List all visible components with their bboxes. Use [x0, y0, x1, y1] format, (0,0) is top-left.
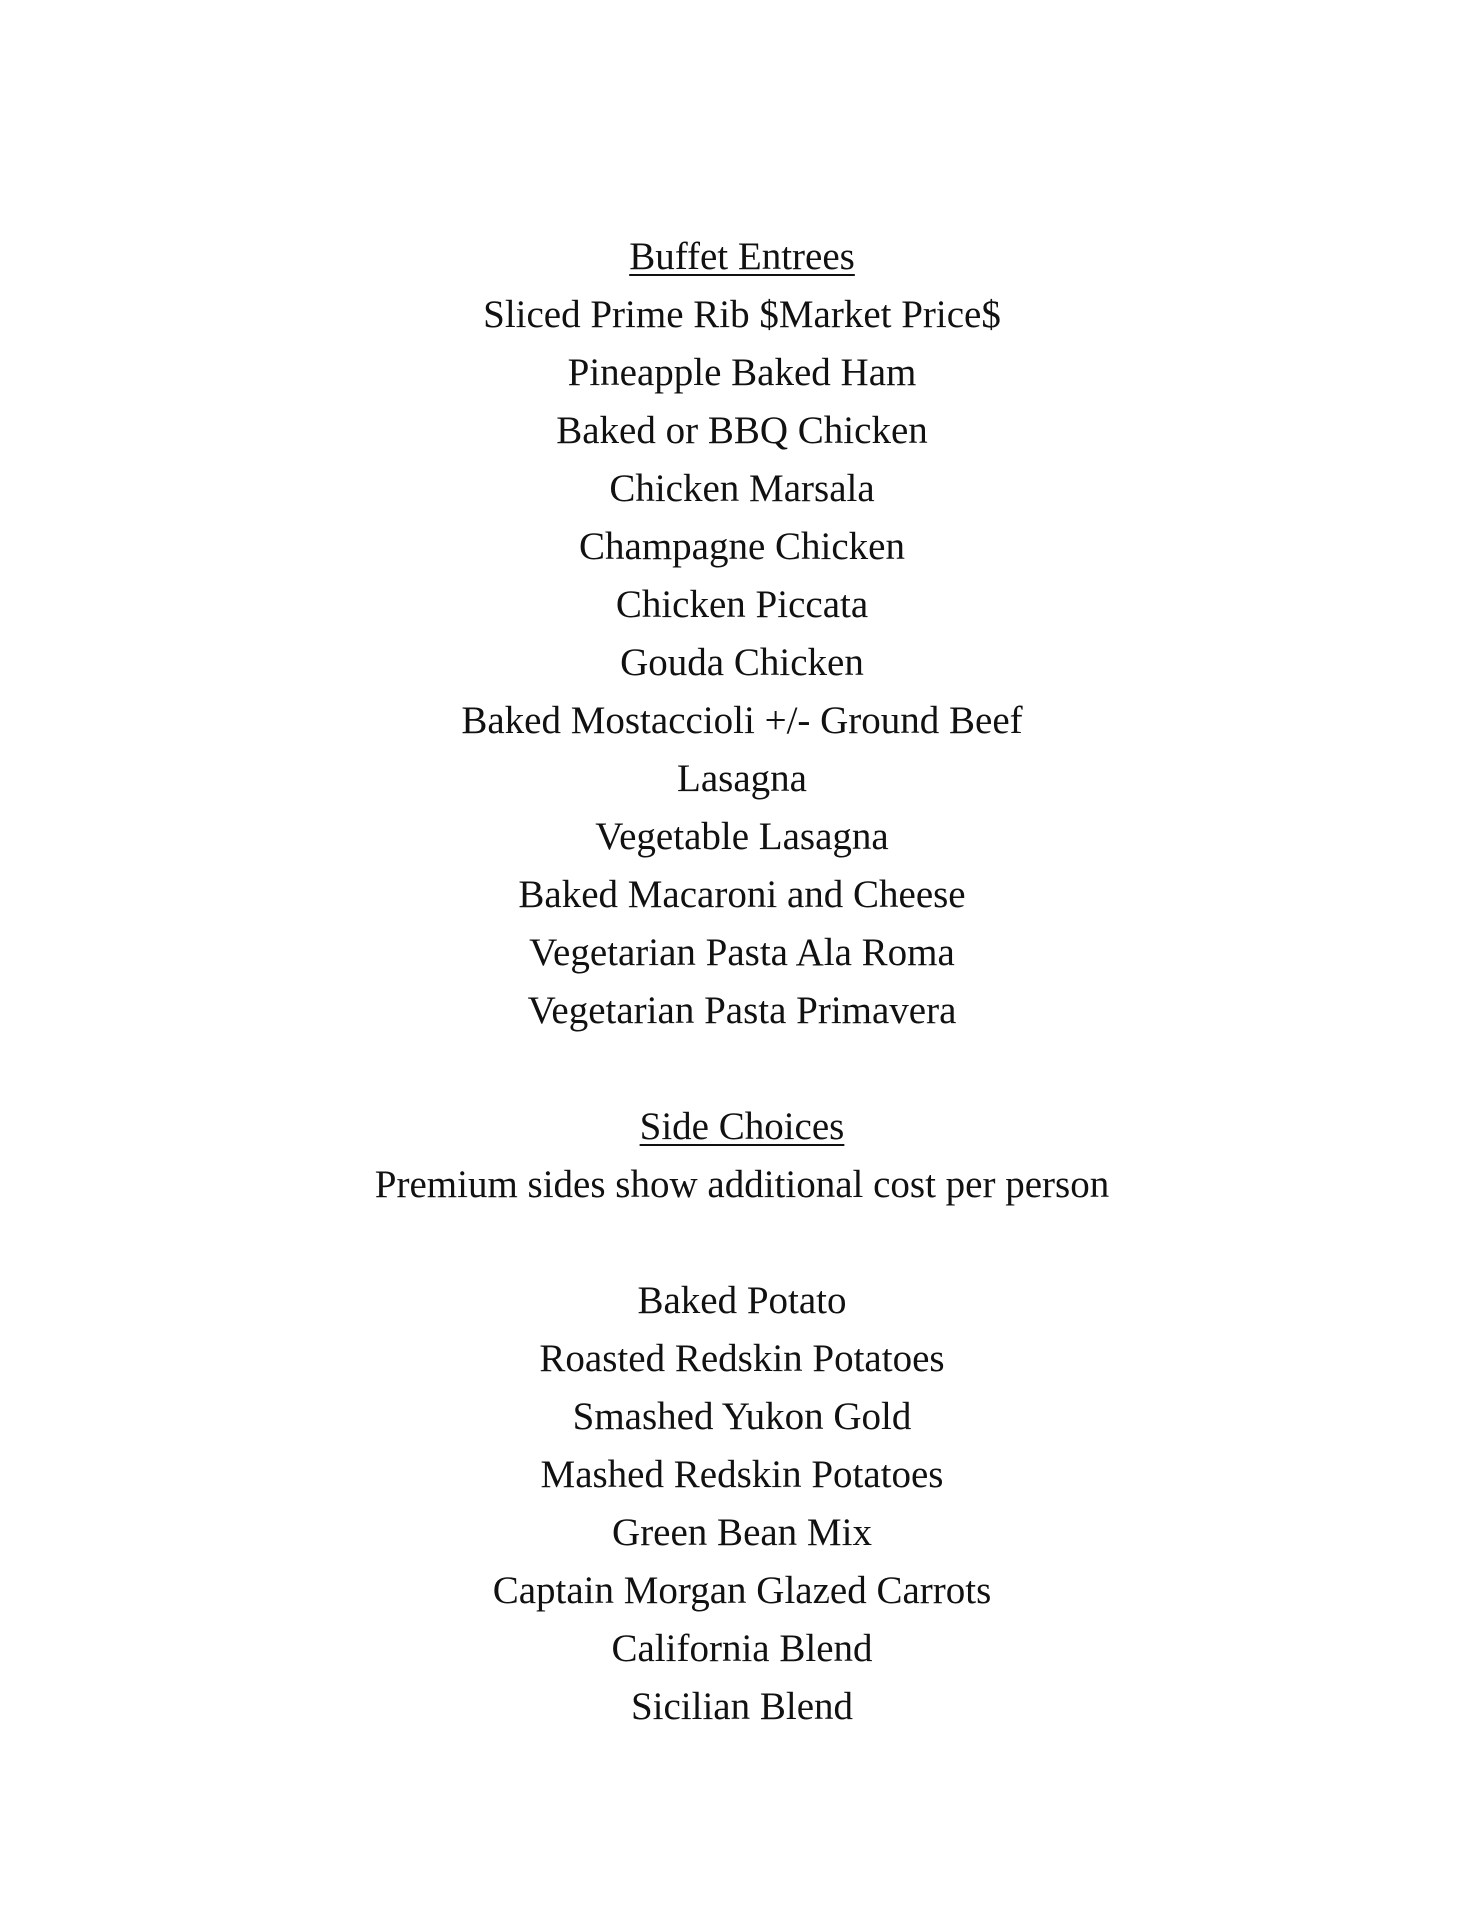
side-item: Captain Morgan Glazed Carrots	[492, 1569, 992, 1612]
entree-item: Chicken Marsala	[609, 467, 875, 510]
entree-item: Lasagna	[677, 757, 807, 800]
side-item: Green Bean Mix	[612, 1511, 872, 1554]
entree-item: Pineapple Baked Ham	[567, 351, 917, 394]
side-item: Baked Potato	[637, 1279, 847, 1322]
entree-item: Vegetarian Pasta Ala Roma	[529, 931, 955, 974]
entree-item: Baked Mostaccioli +/- Ground Beef	[461, 699, 1023, 742]
entree-item: Vegetable Lasagna	[595, 815, 889, 858]
side-item: Mashed Redskin Potatoes	[540, 1453, 944, 1496]
section-spacer	[0, 1040, 1484, 1098]
buffet-entrees-heading: Buffet Entrees	[629, 235, 855, 278]
side-item: California Blend	[611, 1627, 873, 1670]
side-item: Roasted Redskin Potatoes	[539, 1337, 945, 1380]
entree-item: Champagne Chicken	[579, 525, 905, 568]
entree-item: Sliced Prime Rib $Market Price$	[483, 293, 1001, 336]
entree-item: Vegetarian Pasta Primavera	[527, 989, 957, 1032]
side-choices-heading: Side Choices	[639, 1105, 845, 1148]
entree-item: Baked Macaroni and Cheese	[518, 873, 966, 916]
menu-content	[0, 228, 1484, 1736]
side-choices-note: Premium sides show additional cost per person	[374, 1163, 1110, 1206]
side-item: Sicilian Blend	[630, 1685, 854, 1728]
entree-item: Baked or BBQ Chicken	[556, 409, 928, 452]
side-item: Smashed Yukon Gold	[572, 1395, 912, 1438]
entree-item: Gouda Chicken	[620, 641, 864, 684]
section-spacer	[0, 1214, 1484, 1272]
entree-item: Chicken Piccata	[615, 583, 869, 626]
